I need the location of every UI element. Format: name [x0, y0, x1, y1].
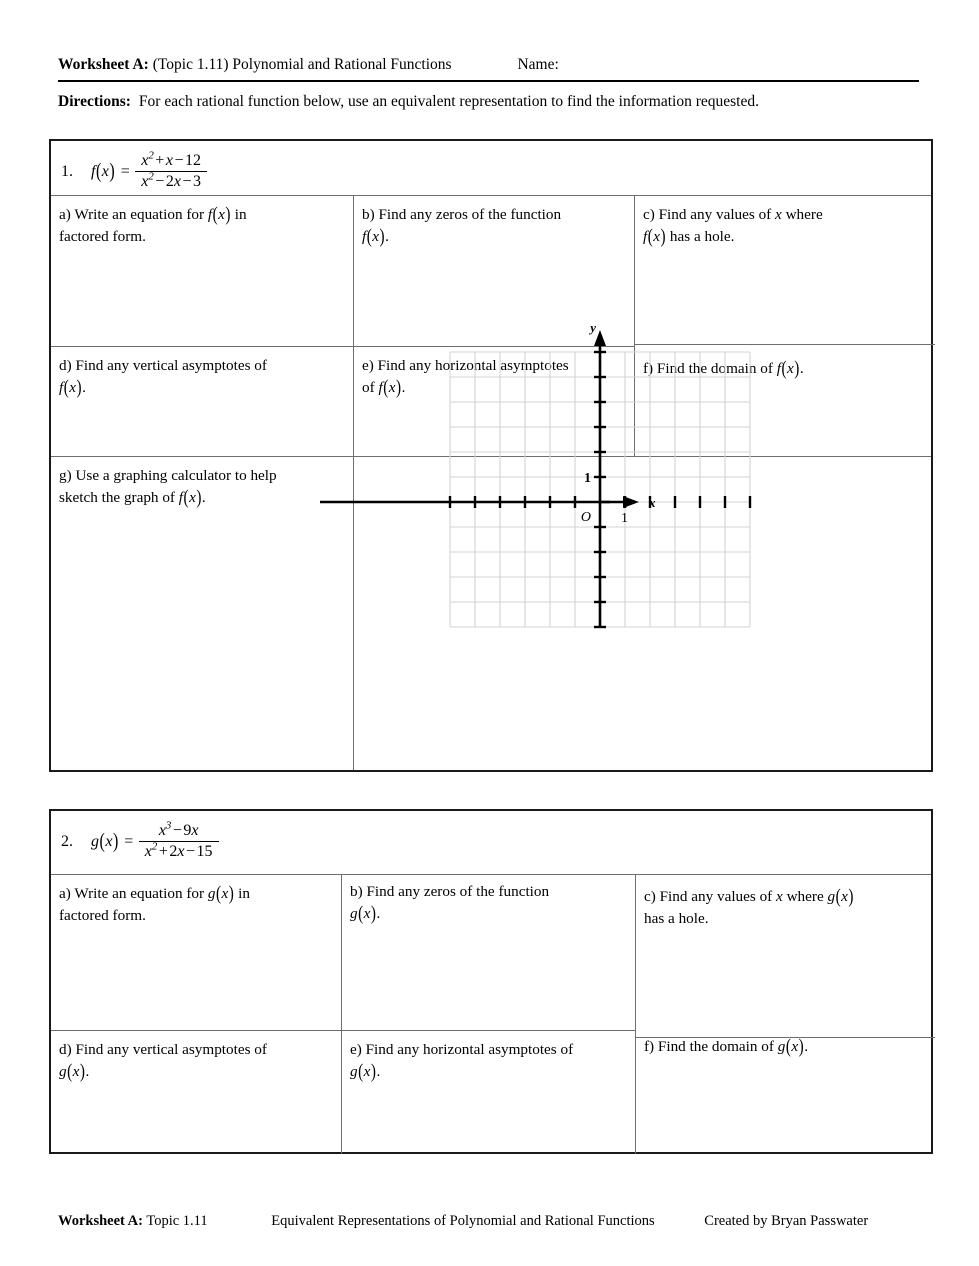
- problem-2-part-b-period: .: [376, 904, 381, 922]
- problem-1-part-a-label: a): [59, 206, 71, 223]
- problem-2-fn-of-x: g(x): [91, 830, 119, 853]
- equals-sign: =: [120, 163, 130, 181]
- problem-2-function-row: [51, 811, 931, 874]
- footer-credit: Created by Bryan Passwater: [704, 1213, 869, 1229]
- problem-2-b-fn: g(x): [350, 901, 376, 925]
- coordinate-grid-graph[interactable]: [303, 316, 882, 630]
- problem-1-d-fn: f(x): [59, 375, 82, 399]
- problem-2-part-f-text: Find the domain of: [657, 1038, 774, 1055]
- problem-1-part-a-text: Write an equation for: [74, 206, 205, 223]
- problem-2-part-c-text2: where: [786, 888, 824, 905]
- problem-2-part-a-text: Write an equation for: [74, 885, 205, 902]
- problem-1-part-g-text2: sketch the graph of: [59, 488, 175, 506]
- problem-1-function-row: [51, 141, 931, 195]
- problem-2-fraction: [139, 819, 219, 861]
- equals-sign-2: =: [124, 833, 134, 851]
- problem-1-part-d-label: d): [59, 357, 72, 374]
- problem-2-table: [49, 809, 933, 1154]
- problem-1-part-a-text3: factored form.: [59, 227, 146, 245]
- problem-2-number: 2.: [61, 833, 73, 851]
- problem-2-part-e-period: .: [376, 1062, 381, 1080]
- problem-2-part-e-label: e): [350, 1041, 362, 1058]
- problem-2-part-a-label: a): [59, 885, 71, 902]
- header-divider-rule: [58, 80, 919, 82]
- problem-1-part-c-text: Find any values of: [658, 206, 772, 223]
- problem-1-part-c-label: c): [643, 206, 655, 223]
- problem-1-denominator: $x^2-2x-3$: [141, 170, 201, 190]
- problem-1-part-b-label: b): [362, 206, 375, 223]
- problem-1-part-e-text2: of: [362, 378, 375, 396]
- problem-2-part-a-text3: factored form.: [59, 906, 146, 924]
- problem-2-part-e-text: Find any horizontal asymptotes of: [365, 1041, 574, 1058]
- problem-2-part-d-period: .: [85, 1062, 90, 1080]
- problem-2-f-fn: g(x): [777, 1034, 804, 1058]
- problem-1-part-d-period: .: [82, 378, 86, 396]
- footer-description: Equivalent Representations of Polynomial and Rational Functions: [271, 1213, 655, 1229]
- problem-2-row-abc: [51, 875, 931, 1030]
- problem-1-part-a-text2: in: [234, 206, 247, 223]
- problem-1-c-fn: f(x): [643, 224, 666, 248]
- problem-1-a-fn: f(x): [207, 202, 231, 226]
- page-header: [58, 56, 918, 75]
- graph-y-axis-label: y: [590, 320, 596, 335]
- directions: [58, 92, 938, 111]
- problem-1-part-f-text: Find the domain of: [656, 360, 773, 377]
- problem-2-part-c-text3: has a hole.: [644, 909, 709, 927]
- problem-1-part-d-text: Find any vertical asymptotes of: [75, 357, 267, 374]
- problem-2-row-def: [51, 1031, 931, 1154]
- problem-1-part-e-label: e): [362, 357, 374, 374]
- problem-1-fraction: [135, 149, 207, 191]
- graph-y-unit-label: 1: [584, 471, 591, 486]
- problem-2-cell-c[interactable]: [636, 875, 931, 1030]
- directions-text: For each rational function below, use an equivalent representation to find the information requested.: [138, 93, 759, 110]
- problem-2-cell-f[interactable]: [636, 1031, 931, 1154]
- footer-worksheet-label: Worksheet A:: [58, 1213, 143, 1229]
- problem-1-part-g-text: Use a graphing calculator to help: [75, 467, 277, 484]
- problem-2-part-b-label: b): [350, 883, 363, 900]
- problem-2-c-fn: g(x): [827, 884, 854, 908]
- problem-1-fn-of-x: f(x): [91, 160, 115, 183]
- problem-2-part-d-label: d): [59, 1041, 72, 1058]
- problem-1-part-f-period: .: [799, 360, 804, 377]
- problem-2-part-b-text: Find any zeros of the function: [366, 883, 550, 900]
- problem-1-part-c-text3: has a hole.: [669, 227, 735, 245]
- problem-1-b-fn: f(x): [362, 224, 385, 248]
- problem-2-cell-b[interactable]: [342, 875, 635, 1030]
- problem-1-part-b-line1: [362, 204, 624, 226]
- problem-2-denominator: $x^2+2x-15$: [144, 840, 213, 860]
- problem-2-function-definition: [51, 811, 931, 862]
- problem-1-g-fn: f(x): [178, 485, 202, 509]
- problem-2-cell-e[interactable]: [342, 1031, 635, 1154]
- graph-origin-label: O: [580, 510, 591, 525]
- problem-1-f-fn: f(x): [776, 356, 800, 380]
- problem-1-part-b-period: .: [385, 227, 389, 245]
- header-worksheet-label: Worksheet A:: [58, 56, 149, 73]
- problem-2-part-c-text: Find any values of: [659, 888, 773, 905]
- directions-label: Directions:: [58, 93, 131, 110]
- problem-1-part-b-text: Find any zeros of the function: [378, 206, 562, 223]
- page-footer: [58, 1213, 938, 1230]
- graph-x-axis-label: x: [649, 495, 656, 510]
- problem-2-a-fn: g(x): [207, 881, 234, 905]
- problem-2-part-f-period: .: [804, 1038, 808, 1055]
- x-axis-arrow: [600, 496, 639, 508]
- problem-2-part-c-label: c): [644, 888, 656, 905]
- problem-2-cell-a[interactable]: [51, 875, 341, 1030]
- problem-1-part-f-label: f): [643, 360, 654, 377]
- problem-2-c-var-x: x: [776, 888, 783, 905]
- problem-2-d-fn: g(x): [59, 1059, 85, 1083]
- problem-2-e-fn: g(x): [350, 1059, 376, 1083]
- problem-2-part-d-text: Find any vertical asymptotes of: [75, 1041, 267, 1058]
- problem-1-c-var-x: x: [775, 206, 782, 223]
- problem-2-part-f-label: f): [644, 1038, 655, 1055]
- problem-1-part-e-period: .: [401, 378, 406, 396]
- problem-2-numerator: $x^3-9x$: [139, 822, 219, 842]
- axis-lines: [320, 338, 610, 627]
- graph-x-unit-label: 1: [621, 511, 628, 526]
- header-title: (Topic 1.11) Polynomial and Rational Functions: [152, 56, 452, 73]
- problem-2-part-a-text2: in: [238, 885, 250, 902]
- problem-1-number: 1.: [61, 163, 73, 181]
- problem-1-part-c-text2: where: [785, 206, 823, 223]
- problem-1-part-e-text: Find any horizontal asymptotes: [377, 357, 569, 374]
- problem-1-part-g-label: g): [59, 467, 72, 484]
- graph-svg: [303, 316, 882, 630]
- problem-1-function-definition: [51, 141, 931, 192]
- header-name-label: Name:: [517, 56, 559, 73]
- problem-1-part-g-period: .: [201, 488, 206, 506]
- problem-1-e-fn: f(x): [378, 375, 402, 399]
- problem-2-cell-d[interactable]: [51, 1031, 341, 1154]
- problem-1-numerator: $x^2+x-12$: [135, 152, 207, 172]
- footer-topic: Topic 1.11: [146, 1213, 208, 1229]
